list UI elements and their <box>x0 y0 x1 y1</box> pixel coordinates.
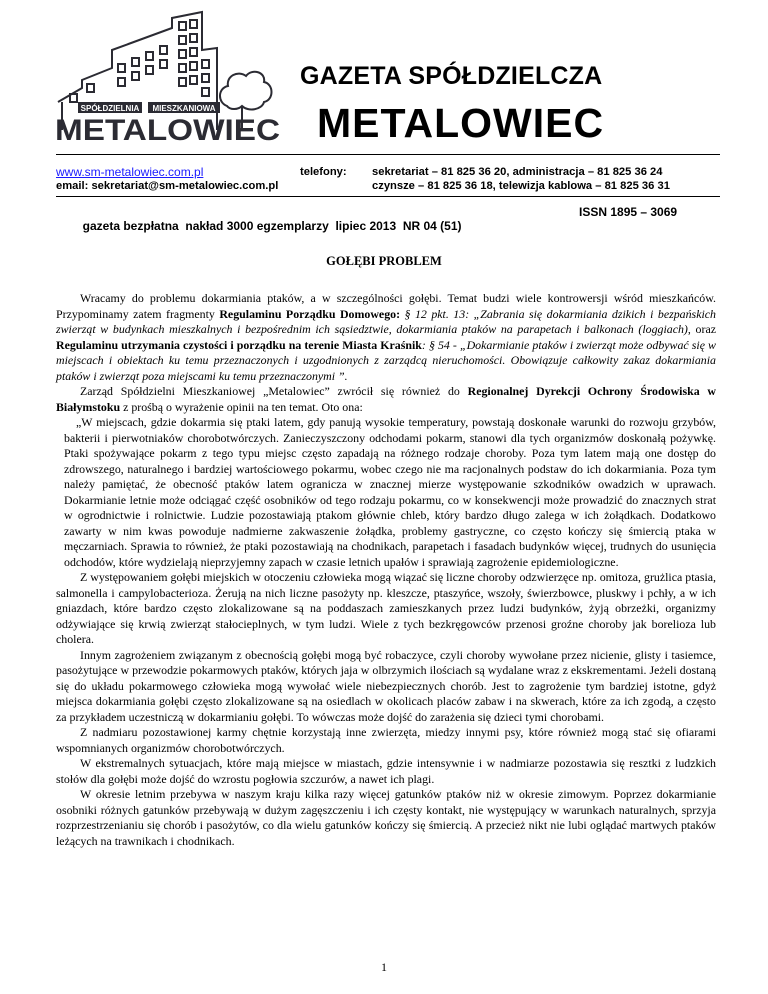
header-divider-top <box>56 154 720 155</box>
paragraph-5: Innym zagrożeniem związanym z obecnością gołębi mogą być robaczyce, czyli choroby wywołane przez nicienie, glisty i tasiemce, pasożytujące w przewodzie pokarmowych ptaków, których jaja w olbrzymich ilościach są wydalane wraz z ekskrementami. Jeżeli dostaną się do układu pokarmowego człowieka mogą wywołać wiele niebezpiecznych chorób. Jest to zagrożenie tym bardziej istotne, gdyż miejsca dokarmiania gołębi często zlokalizowane są na osiedlach w okolicach placów zabaw i na skwerach, które za ich zgodą, a często za przykładem uczestniczą w dokarmianiu gołębi. To wówczas może dojść do zarażenia się dzieci tymi chorobami. <box>56 647 716 724</box>
logo-small-left: SPÓŁDZIELNIA <box>80 104 140 113</box>
phones-line-2: czynsze – 81 825 36 18, telewizja kablowa – 81 825 36 31 <box>372 180 670 192</box>
contact-email[interactable]: email: sekretariat@sm-metalowiec.com.pl <box>56 180 279 192</box>
issn: ISSN 1895 – 3069 <box>579 205 678 219</box>
paragraph-1: Wracamy do problemu dokarmiania ptaków, a w szczególności gołębi. Temat budzi wiele kontrowersji wśród mieszkańców. Przypominamy zatem fragmenty Regulaminu Porządku Domowego: § 12 pkt. 13: „Zabrania się dokarmiania dzikich i bezpańskich zwierząt w budynkach mieszkalnych i bezpośrednim ich sąsiedztwie, dokarmiania ptaków na parapetach i balkonach (loggiach), oraz Regulaminu utrzymania czystości i porządku na terenie Miasta Kraśnik: § 54 - „Dokarmianie ptaków i zwierząt może odbywać się w miejscach i obiektach ku temu przeznaczonych i uzgodnionych z zarządcą nieruchomości. Obowiązuje całkowity zakaz dokarmiania ptaków i zwierząt poza miejscami ku temu przeznaczonymi ”. <box>56 291 717 383</box>
article-body <box>56 291 716 849</box>
paragraph-3: „W miejscach, gdzie dokarmia się ptaki latem, gdy panują wysokie temperatury, powstają doskonałe warunki do rozwoju grzybów, bakterii i pierwotniaków chorobotwórczych. Zanieczyszczony odchodami pokarm, stanowi dla tych organizmów doskonałą pożywkę. Ptaki spożywające pokarm z tego typu miejsc często zapadają na różnego rodzaje choroby. Poza tym latem mają one dostęp do zdrowszego, naturalnego i bardziej wartościowego pokarmu, wobec czego nie ma racjonalnych podstaw do ich dokarmiania. Poza tym należy pamiętać, że obecność ptaków latem ogranicza w znacznej mierze występowanie szkodników owadzich w uprawach. Dokarmianie letnie może odciągać część osobników od tego rodzaju pokarmu, co w konsekwencji może prowadzić do znacznych strat w ogrodnictwie i rolnictwie. Ludzie pozostawiają ptakom głównie chleb, który bardzo długo zalega w ich żołądkach. Dodatkowo zawarty w nim kwas powoduje nadmierne zakwaszenie żołądka, problemy gastryczne, co często kończy się śmiercią ptaka w męczarniach. Sprawia to również, że ptaki pozostawiają na chodnikach, parapetach i fasadach budynków więcej, trudnych do usunięcia odchodów, które wydzielają nieprzyjemny zapach w czasie letnich upałów i sprawiają zagrożenie epidemiologiczne. <box>64 415 716 569</box>
paragraph-4: Z występowaniem gołębi miejskich w otoczeniu człowieka mogą wiązać się liczne choroby odzwierzęce np. omitoza, grużlica ptasia, salmonella i campylobacterioza. Żerują na nich liczne pasożyty np. kleszcze, ptaszyńce, wszoły, świerzbowce, pluskwy i pchły, a w ich gniazdach, które bardzo często zlokalizowane są na poddaszach zamieszkanych przez ludzi budynków, żyją obrzeżki, organizmy odżywiające się krwią zwierząt stałocieplnych, w tym ludzi. Wiele z tych bezkręgowców przenosi groźne choroby jak borelioza lub cholera. <box>56 570 716 646</box>
paragraph-2: Zarząd Spółdzielni Mieszkaniowej „Metalowiec” zwrócił się również do Regionalnej Dyrekcji Ochrony Środowiska w Białymstoku z prośbą o wyrażenie opinii na ten temat. Oto ona: <box>56 384 716 414</box>
paragraph-7: W ekstremalnych sytuacjach, które mają miejsce w miastach, gdzie intensywnie i w nadmiarze pozostawia się resztki z ludzkich stołów dla gołębi może dojść do wzrostu pogłowia szczurów, a nawet ich plagi. <box>56 756 716 786</box>
paragraph-8: W okresie letnim przebywa w naszym kraju kilka razy więcej gatunków ptaków niż w okresie zimowym. Poprzez dokarmianie osobniki różnych gatunków przebywają w dużym zagęszczeniu i ich częsty kontakt, nie występujący w warunkach naturalnych, sprzyja rozprzestrzenianiu się chorób i pasożytów, co dla wielu gatunków kończy się śmiercią. A przecież nikt nie lubi oglądać martwych ptaków leżących na trawnikach i chodnikach. <box>56 787 716 848</box>
phones-label: telefony: <box>300 166 347 178</box>
logo-wordmark: METALOWIEC <box>55 114 280 145</box>
building-logo-icon <box>52 10 287 145</box>
phones-line-1: sekretariat – 81 825 36 20, administracja – 81 825 36 24 <box>372 166 663 178</box>
paragraph-6: Z nadmiaru pozostawionej karmy chętnie korzystają inne zwierzęta, miedzy innymi psy, które również mogą stać się ofiarami wspomnianych organizmów chorobotwórczych. <box>56 725 716 755</box>
page-number: 1 <box>381 960 387 974</box>
issue-details: gazeta bezpłatna nakład 3000 egzemplarzy lipiec 2013 NR 04 (51) <box>82 219 462 233</box>
metalowiec-logo <box>52 10 287 145</box>
logo-small-right: MIESZKANIOWA <box>152 104 216 113</box>
issue-info <box>76 205 678 247</box>
newspaper-title-line2: METALOWIEC <box>317 100 605 146</box>
article-title: GOŁĘBI PROBLEM <box>326 254 442 268</box>
website-link[interactable]: www.sm-metalowiec.com.pl <box>56 165 204 179</box>
header-divider-bottom <box>56 196 720 197</box>
newspaper-title-line1: GAZETA SPÓŁDZIELCZA <box>300 62 603 90</box>
